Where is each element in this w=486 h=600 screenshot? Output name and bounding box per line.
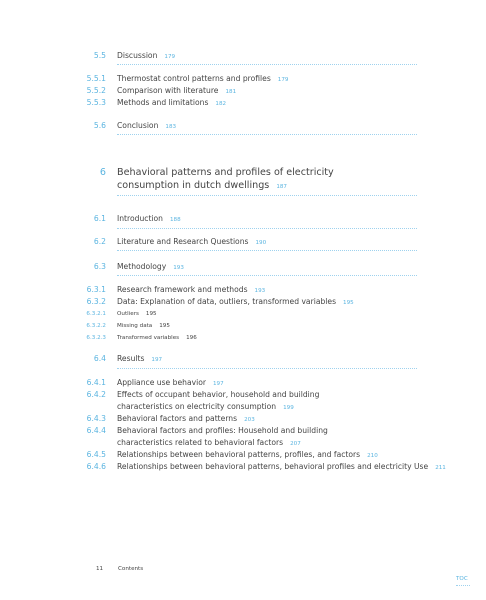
page-number: 187	[276, 184, 287, 190]
section-number: 5.5.1	[86, 74, 106, 83]
section-title: Comparison with literature	[117, 86, 219, 95]
page-number: 195	[159, 323, 170, 329]
section-title: Relationships between behavioral patterns, profiles, and factors	[117, 450, 361, 459]
section-number: 6.2	[93, 237, 106, 246]
page-number: 197	[212, 381, 224, 387]
page-number: 193	[254, 288, 266, 294]
page-number: 211	[435, 465, 446, 471]
page-number: 210	[367, 453, 378, 459]
page-number: 179	[277, 77, 289, 83]
footer-section-label: Contents	[118, 566, 144, 572]
section-number: 6.3	[93, 262, 106, 271]
section-title-line1: Effects of occupant behavior, household and building	[117, 390, 320, 399]
section-title: Appliance use behavior	[117, 378, 206, 387]
section-title: Discussion	[117, 51, 158, 60]
section-title: Missing data	[117, 323, 153, 329]
section-title-line1: Behavioral factors and profiles: Household and building	[117, 426, 328, 435]
page-number: 183	[165, 124, 177, 130]
toc-link-underline	[456, 585, 470, 586]
section-number: 6.3.2.2	[86, 323, 106, 329]
section-number: 6.3.2.1	[86, 311, 106, 317]
section-title: Research framework and methods	[117, 285, 248, 294]
page-number: 193	[173, 265, 184, 271]
dotted-divider	[117, 134, 417, 135]
dotted-divider	[117, 195, 417, 196]
chapter-number: 6	[99, 167, 106, 178]
section-title: Results	[117, 354, 145, 363]
section-title: Methods and limitations	[117, 98, 209, 107]
chapter-title-line2: consumption in dutch dwellings	[117, 180, 270, 191]
section-number: 6.4.5	[86, 450, 106, 459]
section-title: Transformed variables	[117, 335, 180, 341]
section-number: 5.5	[93, 51, 106, 60]
section-number: 6.4.6	[86, 462, 106, 471]
page-number: 182	[215, 101, 227, 107]
section-number: 6.4	[93, 354, 106, 363]
page-number: 190	[255, 240, 267, 246]
section-number: 6.3.1	[86, 285, 106, 294]
section-number: 6.4.4	[86, 426, 106, 435]
page-number: 197	[151, 357, 163, 363]
section-title-line2: characteristics related to behavioral factors	[117, 438, 284, 447]
section-title: Literature and Research Questions	[117, 237, 249, 246]
section-title: Conclusion	[117, 121, 159, 130]
section-title: Data: Explanation of data, outliers, transformed variables	[117, 297, 337, 306]
dotted-divider	[117, 275, 417, 276]
page-number: 195	[343, 300, 354, 306]
page-number: 207	[290, 441, 301, 447]
dotted-divider	[117, 64, 417, 65]
section-title: Methodology	[117, 262, 167, 271]
section-title: Introduction	[117, 214, 163, 223]
section-number: 5.5.2	[86, 86, 106, 95]
footer-page-number: 11	[96, 566, 104, 572]
section-number: 6.4.1	[86, 378, 106, 387]
dotted-divider	[117, 368, 417, 369]
section-number: 5.6	[93, 121, 106, 130]
toc-link[interactable]: TOC	[456, 576, 468, 582]
section-number: 6.3.2.3	[86, 335, 106, 341]
page-number: 199	[283, 405, 294, 411]
section-title: Thermostat control patterns and profiles	[117, 74, 271, 83]
page-number: 203	[244, 417, 255, 423]
section-number: 5.5.3	[86, 98, 106, 107]
page-number: 196	[186, 335, 197, 341]
page-number: 181	[225, 89, 237, 95]
page-number: 179	[164, 54, 176, 60]
section-number: 6.4.3	[86, 414, 106, 423]
section-number: 6.1	[93, 214, 106, 223]
section-number: 6.3.2	[86, 297, 106, 306]
page-number: 195	[145, 311, 157, 317]
section-title: Relationships between behavioral patterns, behavioral profiles and electricity Use	[117, 462, 429, 471]
page-number: 188	[170, 217, 181, 223]
dotted-divider	[117, 228, 417, 229]
section-number: 6.4.2	[86, 390, 106, 399]
section-title: Outliers	[117, 311, 139, 317]
section-title-line2: characteristics on electricity consumption	[117, 402, 277, 411]
chapter-title-line1: Behavioral patterns and profiles of electricity	[117, 167, 334, 178]
dotted-divider	[117, 250, 417, 251]
section-title: Behavioral factors and patterns	[117, 414, 238, 423]
